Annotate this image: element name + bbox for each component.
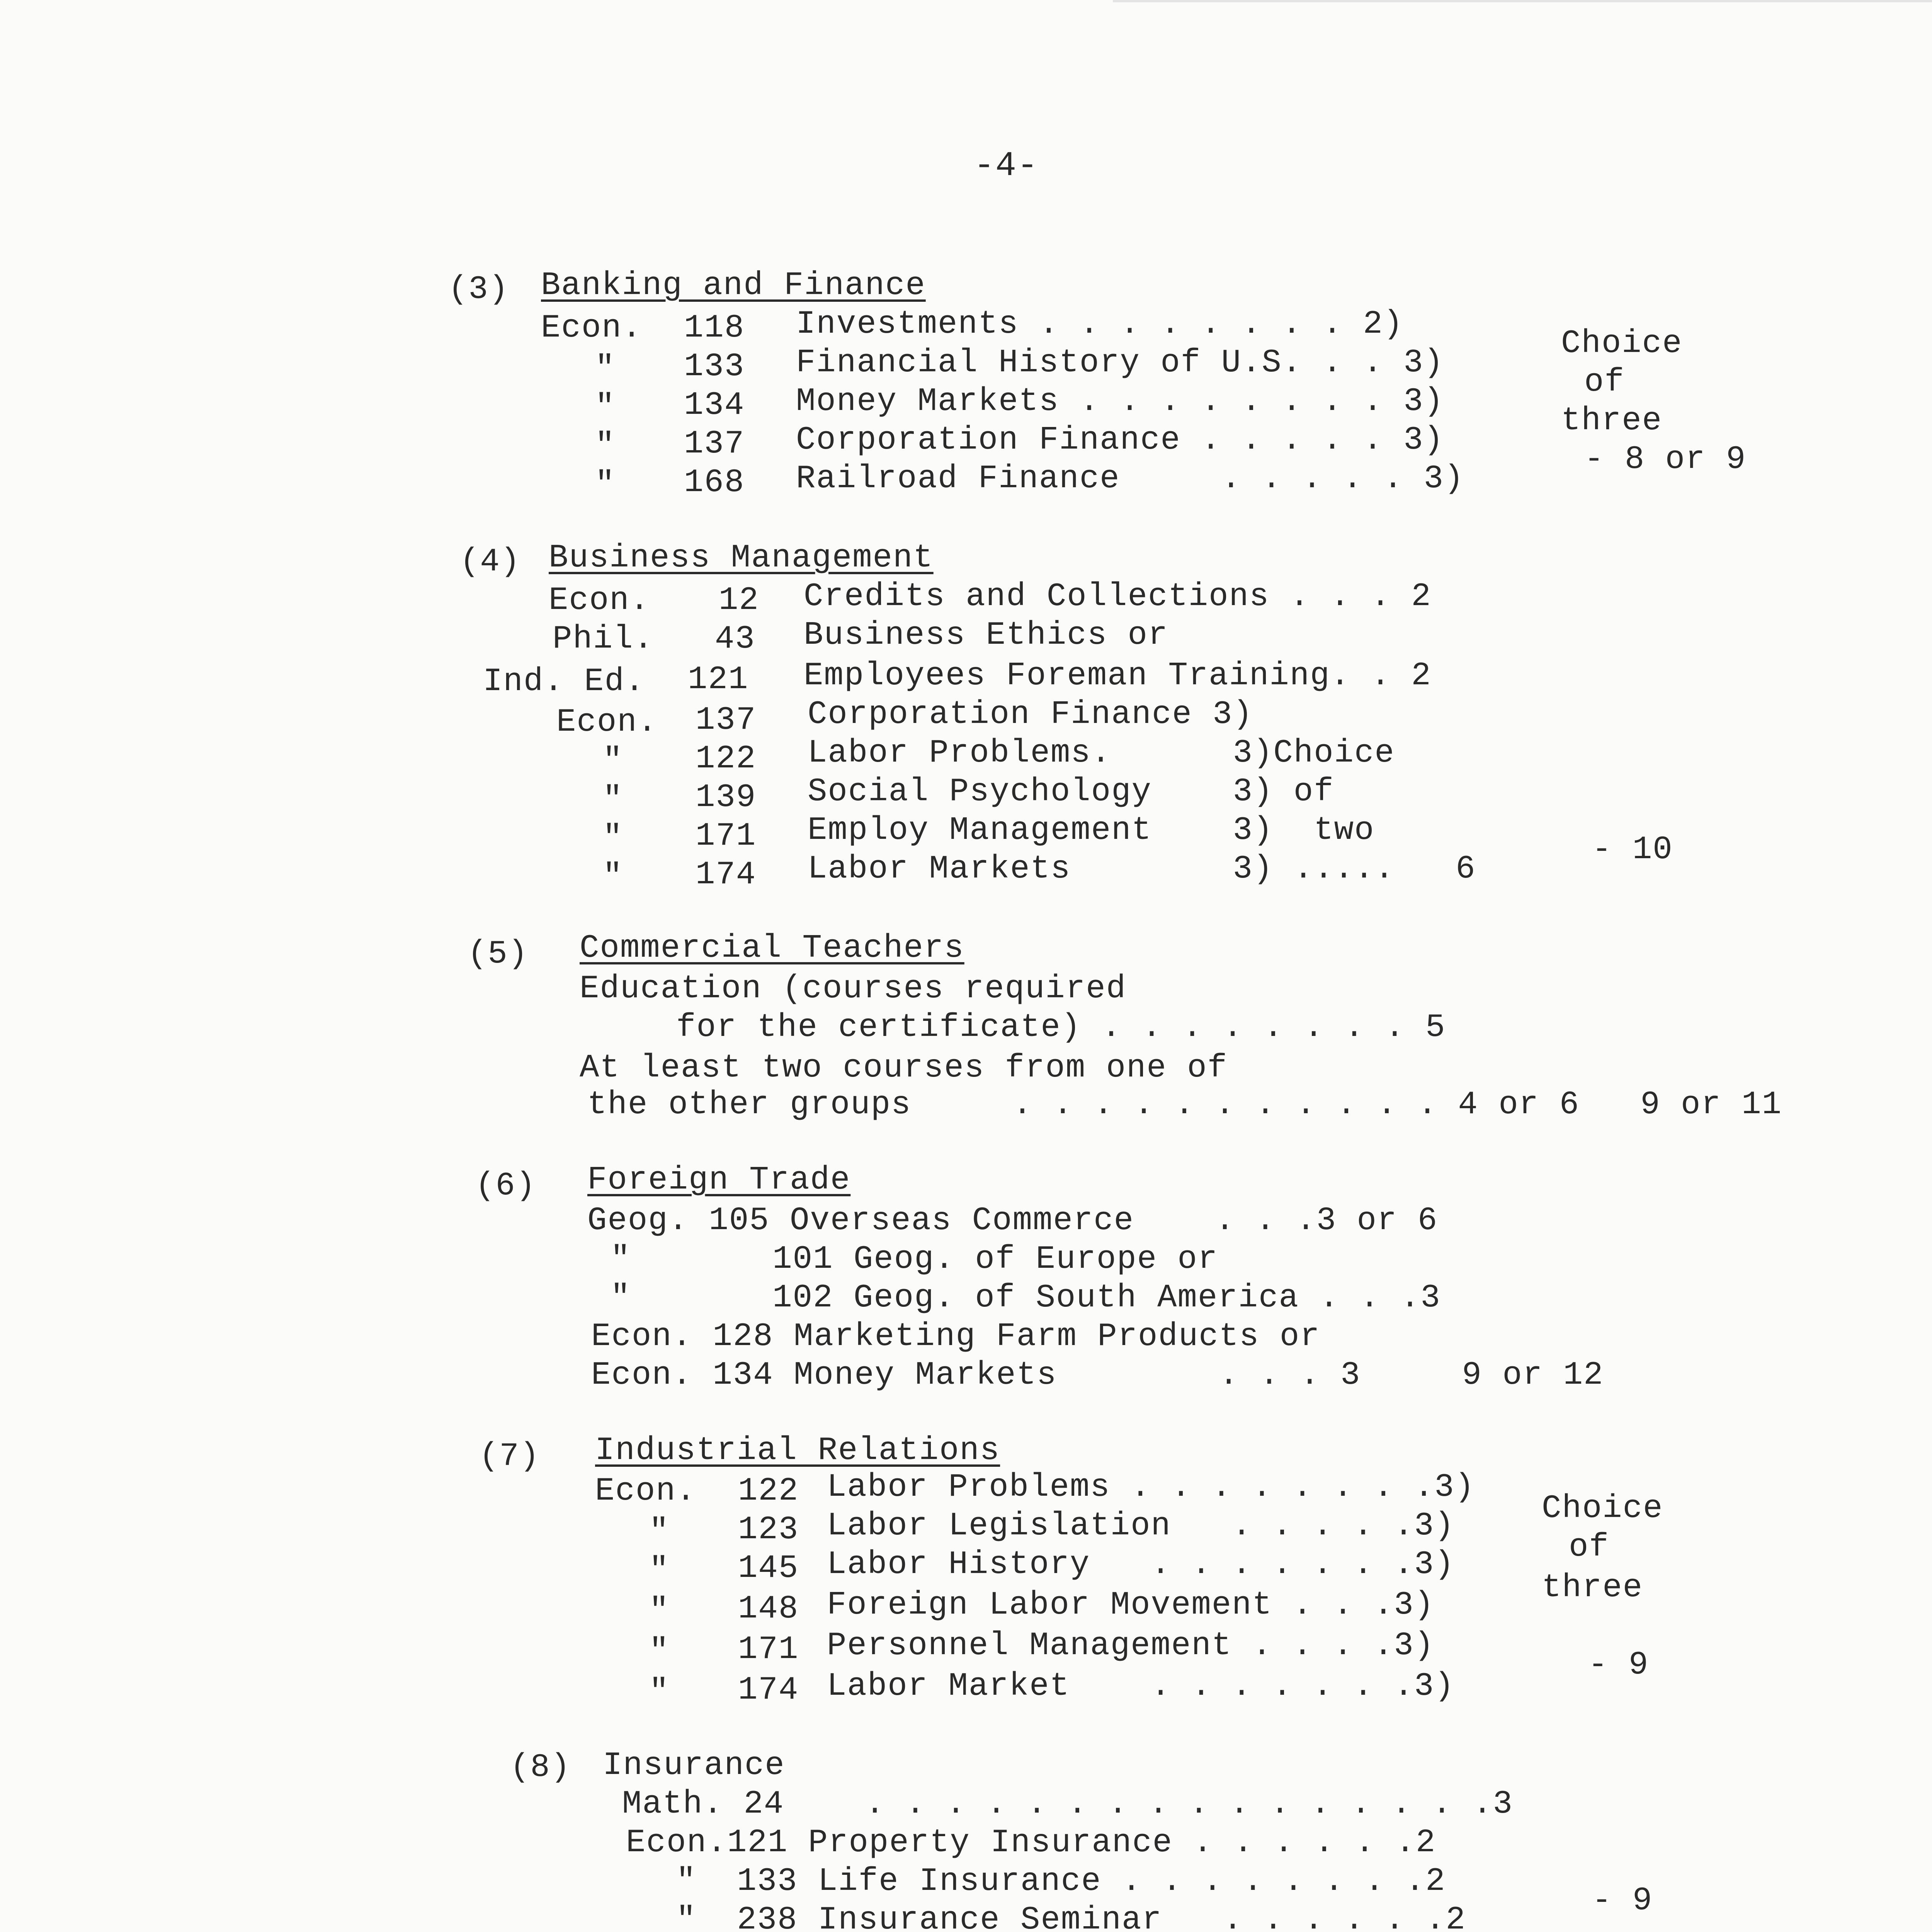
course-title: Labor Legislation . . . . .3) [827, 1508, 1455, 1544]
course-title: Business Ethics or [804, 617, 1168, 654]
course-title: Labor Market . . . . . . .3) [827, 1668, 1455, 1705]
choice-note: Choice [1561, 325, 1683, 362]
section-number: (7) [479, 1438, 540, 1475]
course-dept: Ind. Ed. [483, 663, 645, 700]
section-number: (6) [475, 1168, 536, 1204]
text-line: the other groups . . . . . . . . . . . 4 or 6 9 or 11 [587, 1087, 1782, 1123]
section-number: (8) [510, 1749, 571, 1786]
ditto-mark: " [595, 350, 616, 387]
choice-note: of [1584, 364, 1625, 401]
text-line: Econ.121 Property Insurance . . . . . .2 [626, 1825, 1436, 1861]
choice-note: of [1569, 1529, 1609, 1566]
text-line: Geog. 105 Overseas Commerce . . .3 or 6 [587, 1202, 1438, 1239]
course-title: Labor History . . . . . . .3) [827, 1546, 1455, 1583]
course-title: Labor Problems. 3)Choice [808, 735, 1395, 772]
course-title: Financial History of U.S. . . 3) [796, 345, 1444, 381]
course-dept: Phil. [553, 621, 654, 658]
text-line: Math. 24 . . . . . . . . . . . . . . . .3 [622, 1786, 1513, 1823]
section-heading: Banking and Finance [541, 267, 926, 304]
section-heading: Business Management [549, 540, 934, 577]
ditto-mark: " [595, 466, 616, 503]
course-title: Labor Problems . . . . . . . .3) [827, 1469, 1475, 1506]
page-edge-line [1113, 0, 1932, 2]
course-title: Personnel Management . . . .3) [827, 1628, 1435, 1664]
section-total: - 9 [1588, 1647, 1649, 1684]
choice-note: Choice [1542, 1490, 1663, 1527]
course-number: 118 [684, 310, 745, 347]
course-number: 12 [719, 582, 759, 619]
section-total: - 10 [1592, 832, 1673, 868]
ditto-mark: " [603, 743, 623, 779]
course-dept: Econ. [595, 1473, 697, 1510]
section-number: (4) [460, 544, 521, 580]
course-number: 168 [684, 464, 745, 501]
choice-note: three [1542, 1570, 1643, 1606]
course-number: 171 [738, 1631, 799, 1668]
course-number: 171 [696, 818, 757, 855]
section-number: (5) [468, 936, 529, 973]
course-title: Money Markets . . . . . . . . 3) [796, 383, 1444, 420]
course-number: 122 [738, 1473, 799, 1510]
course-title: Credits and Collections . . . 2 [804, 578, 1432, 615]
ditto-mark: " [649, 1633, 670, 1670]
course-number: 123 [738, 1512, 799, 1548]
section-heading: Foreign Trade [587, 1162, 851, 1199]
text-line: Econ. 134 Money Markets . . . 3 9 or 12 [591, 1357, 1604, 1394]
course-number: 145 [738, 1550, 799, 1587]
section-total: - 8 or 9 [1584, 441, 1747, 478]
course-title: Social Psychology 3) of [808, 774, 1334, 810]
text-line: Econ. 128 Marketing Farm Products or [591, 1318, 1320, 1355]
section-heading: Commercial Teachers [580, 930, 964, 967]
ditto-mark: " [649, 1514, 670, 1550]
section-total: - 9 [1592, 1883, 1653, 1919]
course-title: Labor Markets 3) ..... 6 [808, 851, 1476, 888]
course-number: 121 [688, 662, 749, 698]
text-line: " 133 Life Insurance . . . . . . . .2 [676, 1863, 1446, 1900]
text-line: " 101 Geog. of Europe or [611, 1241, 1218, 1278]
text-line: " 102 Geog. of South America . . .3 [611, 1280, 1441, 1316]
ditto-mark: " [595, 428, 616, 464]
ditto-mark: " [595, 389, 616, 426]
course-number: 133 [684, 349, 745, 385]
course-dept: Econ. [556, 704, 658, 741]
course-number: 137 [696, 702, 757, 739]
text-line: Education (courses required [580, 971, 1127, 1007]
text-line: for the certificate) . . . . . . . . 5 [676, 1009, 1446, 1046]
ditto-mark: " [649, 1552, 670, 1589]
section-number: (3) [448, 271, 509, 308]
ditto-mark: " [603, 859, 623, 895]
ditto-mark: " [603, 820, 623, 857]
choice-note: three [1561, 403, 1663, 439]
course-title: Employees Foreman Training. . 2 [804, 658, 1432, 694]
course-dept: Econ. [549, 582, 650, 619]
course-title: Corporation Finance 3) [808, 696, 1253, 733]
course-number: 43 [715, 621, 755, 658]
course-title: Foreign Labor Movement . . .3) [827, 1587, 1435, 1624]
course-number: 139 [696, 779, 757, 816]
course-number: 174 [738, 1672, 799, 1709]
page-number: -4- [974, 146, 1039, 186]
course-title: Railroad Finance . . . . . 3) [796, 461, 1464, 497]
section-heading: Industrial Relations [595, 1432, 1000, 1469]
course-title: Employ Management 3) two [808, 812, 1375, 849]
course-number: 134 [684, 387, 745, 424]
course-number: 137 [684, 426, 745, 463]
course-number: 122 [696, 741, 757, 777]
course-number: 148 [738, 1591, 799, 1628]
ditto-mark: " [649, 1674, 670, 1711]
course-title: Investments . . . . . . . . 2) [796, 306, 1404, 343]
ditto-mark: " [649, 1593, 670, 1629]
ditto-mark: " [603, 781, 623, 818]
course-title: Corporation Finance . . . . . 3) [796, 422, 1444, 459]
section-heading: Insurance [603, 1747, 785, 1784]
course-dept: Econ. [541, 310, 643, 347]
text-line: " 238 Insurance Seminar . . . . . .2 [676, 1902, 1466, 1932]
text-line: At least two courses from one of [580, 1050, 1228, 1087]
course-number: 174 [696, 857, 757, 893]
